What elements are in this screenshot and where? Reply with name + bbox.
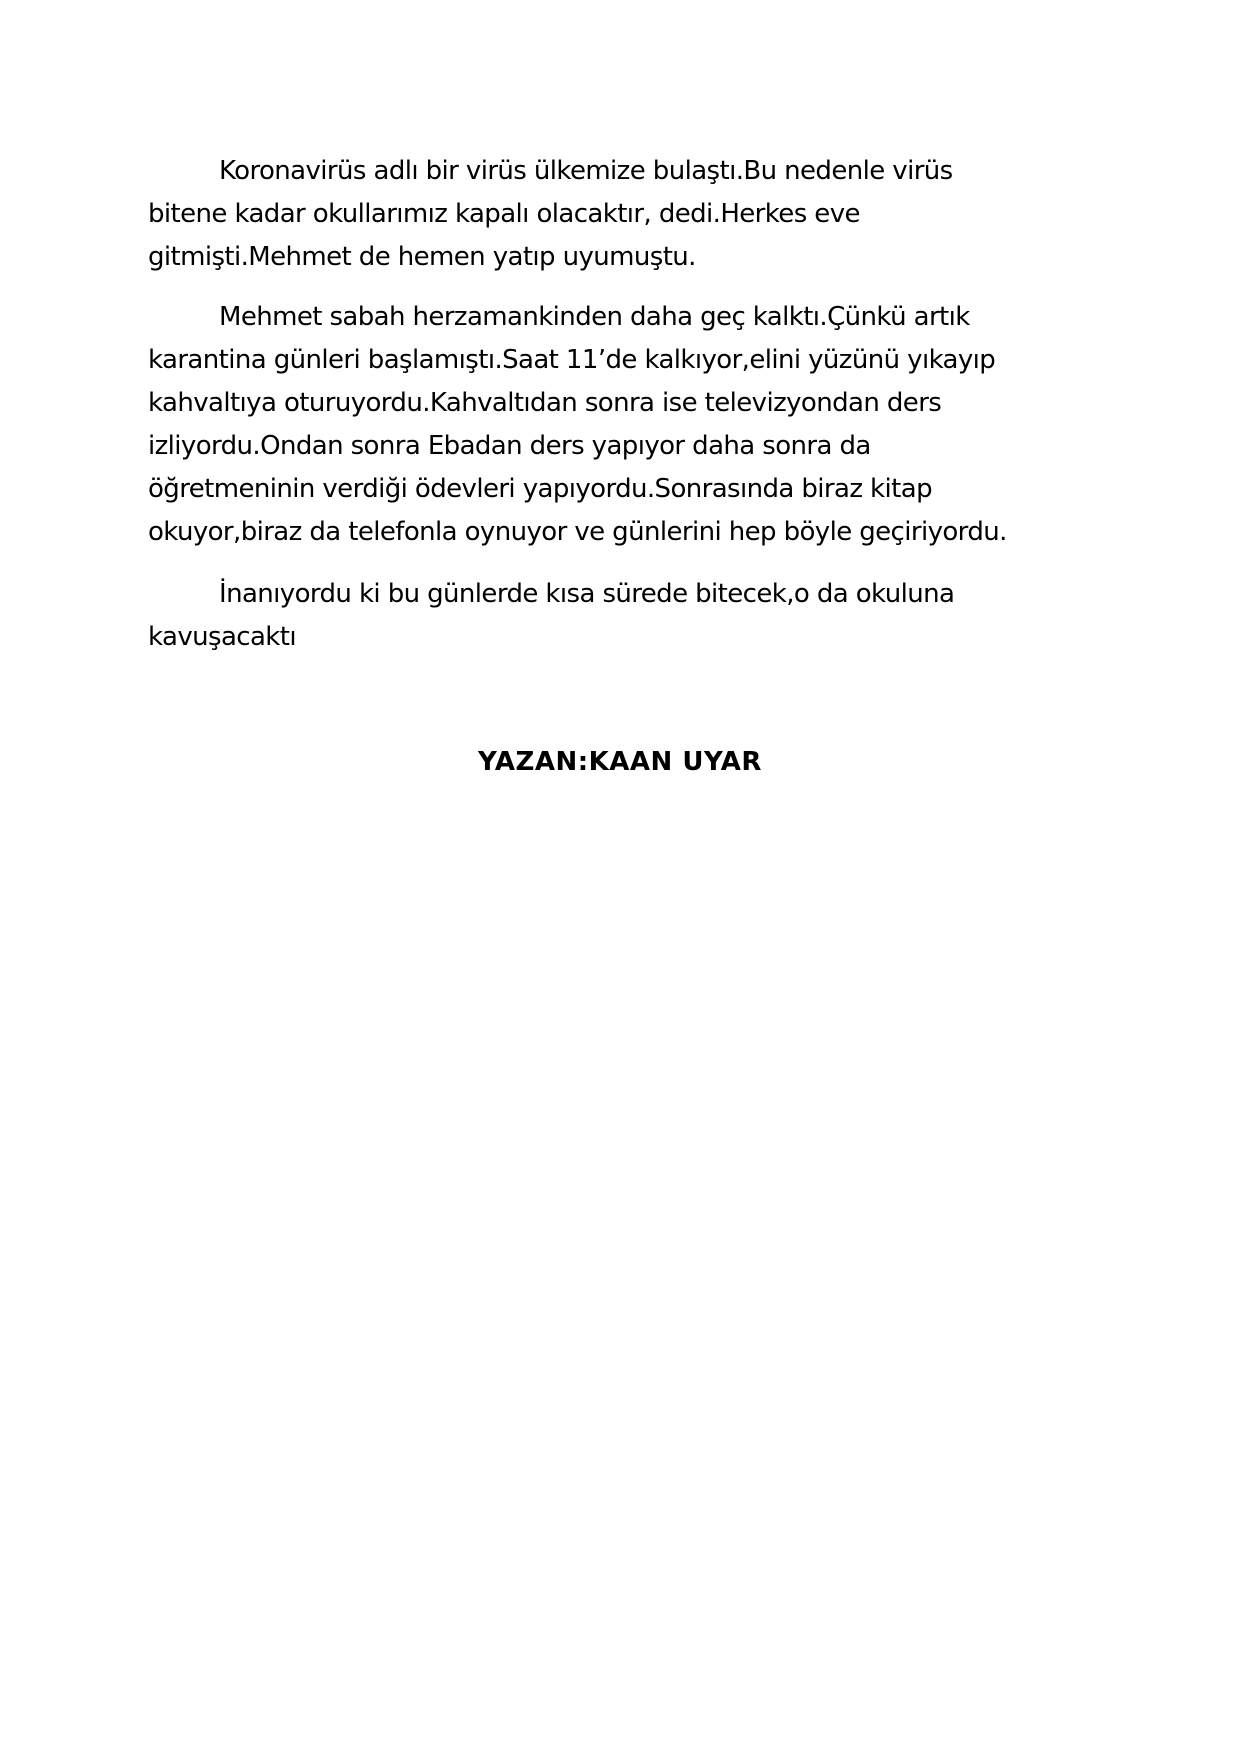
paragraph-line: Koronavirüs adlı bir virüs ülkemize bulaştı.Bu nedenle virüs: [219, 156, 953, 186]
paragraph-line: öğretmeninin verdiği ödevleri yapıyordu.Sonrasında biraz kitap: [148, 474, 932, 504]
paragraph-line: İnanıyordu ki bu günlerde kısa sürede bitecek,o da okuluna: [219, 579, 955, 609]
paragraph-line: izliyordu.Ondan sonra Ebadan ders yapıyor daha sonra da: [148, 431, 871, 461]
author-signature: YAZAN:KAAN UYAR: [478, 747, 762, 777]
paragraph-line: kahvaltıya oturuyordu.Kahvaltıdan sonra ise televizyondan ders: [148, 388, 942, 418]
paragraph-line: gitmişti.Mehmet de hemen yatıp uyumuştu.: [148, 242, 696, 272]
paragraph-line: okuyor,biraz da telefonla oynuyor ve günlerini hep böyle geçiriyordu.: [148, 517, 1007, 547]
paragraph-line: Mehmet sabah herzamankinden daha geç kalktı.Çünkü artık: [219, 302, 970, 332]
paragraph-line: karantina günleri başlamıştı.Saat 11’de kalkıyor,elini yüzünü yıkayıp: [148, 345, 996, 375]
paragraph-line: kavuşacaktı: [148, 622, 296, 652]
paragraph-line: bitene kadar okullarımız kapalı olacaktır, dedi.Herkes eve: [148, 199, 860, 229]
